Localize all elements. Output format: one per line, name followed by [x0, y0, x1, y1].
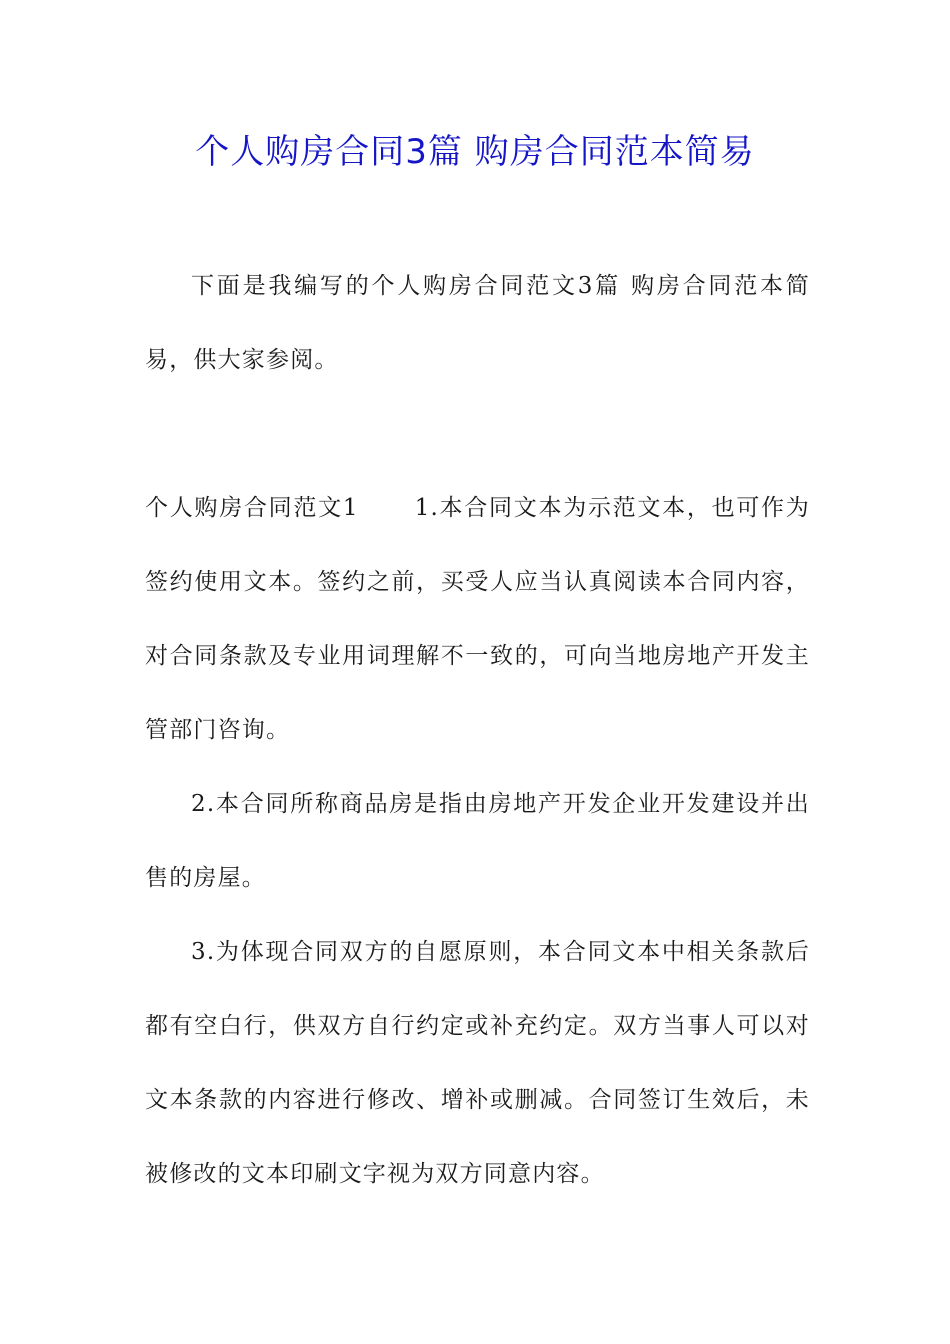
sample-1-heading: 个人购房合同范文1: [145, 495, 359, 521]
sample-1-item-3: 3.为体现合同双方的自愿原则，本合同文本中相关条款后都有空白行，供双方自行约定或补充约定。双方当事人可以对文本条款的内容进行修改、增补或删减。合同签订生效后，未被修改的文本印刷文字视为双方同意内容。: [145, 939, 810, 1187]
intro-paragraph: 下面是我编写的个人购房合同范文3篇 购房合同范本简易，供大家参阅。: [145, 273, 810, 373]
document-title: 个人购房合同3篇 购房合同范本简易: [195, 132, 755, 172]
sample-1-item-1-paragraph: [145, 471, 810, 767]
sample-1-section: [145, 471, 810, 1211]
sample-1-item-2: 2.本合同所称商品房是指由房地产开发企业开发建设并出售的房屋。: [145, 791, 810, 891]
sample-1-item-1: 1.本合同文本为示范文本，也可作为签约使用文本。签约之前，买受人应当认真阅读本合同内容，对合同条款及专业用词理解不一致的，可向当地房地产开发主管部门咨询。: [145, 495, 810, 743]
intro-section: [145, 249, 810, 397]
